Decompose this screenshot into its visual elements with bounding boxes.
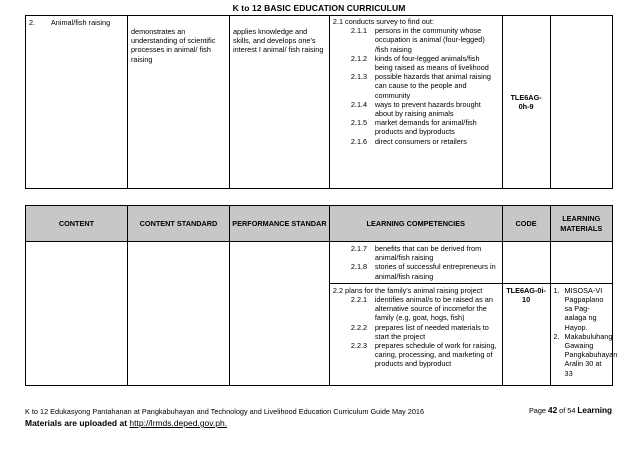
competencies-cell (329, 283, 502, 385)
page-number: 42 (548, 406, 558, 415)
competency-item (333, 295, 499, 323)
header-learning-competencies: LEARNING COMPETENCIES (329, 206, 502, 242)
item-text: direct consumers or retailers (374, 136, 467, 146)
materials-cell (550, 242, 612, 284)
performance-standard-text: applies knowledge and skills, and develops one's interest I animal/ fish raising (232, 27, 324, 55)
materials-cell (550, 283, 618, 385)
competency-intro: 2.1 conducts survey to find out: (332, 17, 434, 26)
header-performance-standard: PERFORMANCE STANDAR (229, 206, 329, 242)
item-number: 2.2.1 (350, 295, 368, 305)
item-number: 2.2.2 (350, 322, 368, 332)
item-number: 2.1.8 (350, 262, 368, 272)
competency-item (333, 244, 499, 262)
item-number: 2.1.3 (350, 72, 368, 82)
competency-list (333, 244, 499, 281)
competency-item (333, 137, 499, 146)
performance-standard-cell (229, 242, 329, 386)
item-text: stories of successful entrepreneurs in animal/fish raising (374, 262, 496, 281)
item-text: kinds of four-legged animals/fish being raised as means of livelihood (374, 53, 489, 73)
item-text: MISOSA-VI Pagpaplano sa Pag-aalaga ng Hayop. (564, 285, 604, 332)
row-number: 2. (29, 18, 36, 27)
materials-text: Materials are uploaded at (25, 418, 128, 428)
item-number: 2.1.7 (350, 244, 368, 253)
code-text: TLE6AG-0h-9 (510, 92, 542, 111)
item-number: 2.1.2 (350, 53, 368, 63)
item-number: 2.1.5 (350, 118, 368, 128)
content-cell (26, 16, 128, 189)
item-text: prepares schedule of work for raising, caring, processing, and marketing of products and byproduct (374, 341, 497, 369)
item-text: benefits that can be derived from animal/fish raising (374, 244, 482, 263)
code-cell (502, 16, 550, 189)
competency-item (333, 341, 499, 369)
item-number: 2. (553, 331, 560, 341)
competency-item (333, 26, 499, 54)
content-standard-cell (127, 242, 229, 386)
table-row (26, 16, 613, 189)
content-standard-text: demonstrates an understanding of scientific processes in animal/ fish raising (130, 27, 216, 64)
code-cell (502, 242, 550, 284)
footer-guide-text: K to 12 Edukasyong Pantahanan at Pangkabuhayan and Technology and Livelihood Education Curriculum Guide May 2016 (25, 407, 425, 416)
competency-item (333, 118, 499, 136)
competency-item (333, 323, 499, 341)
header-code: CODE (502, 206, 550, 242)
competency-item (333, 262, 499, 280)
footer-page-info (529, 406, 612, 415)
materials-cell (550, 16, 612, 189)
competency-item (333, 100, 499, 118)
item-number: 2.1.4 (350, 99, 368, 109)
competencies-cell (329, 16, 502, 189)
item-text: prepares list of needed materials to start the project (374, 322, 489, 341)
curriculum-table-bottom (25, 205, 618, 386)
header-content: CONTENT (26, 206, 128, 242)
lrmds-link[interactable]: http://lrmds.deped.gov.ph. (129, 418, 228, 428)
table-row (26, 242, 613, 284)
code-text: TLE6AG-0i-10 (506, 285, 546, 305)
item-number: 1. (553, 285, 560, 295)
competencies-cell (329, 242, 502, 284)
competency-item (333, 54, 499, 72)
item-text: identifies animal/s to be raised as an alternative source of incomefor the family (e.g, goat, hogs, fish) (374, 295, 493, 323)
page-of: of 54 (559, 406, 576, 415)
curriculum-table-top (25, 15, 613, 189)
item-number: 2.2.3 (350, 341, 368, 351)
header-learning-materials: LEARNING MATERIALS (550, 206, 612, 242)
item-text: market demands for animal/fish products and byproducts (374, 118, 477, 137)
table-header-row (26, 206, 613, 242)
competency-intro: 2.2 plans for the family's animal raising project (332, 285, 483, 295)
item-text: possible hazards that animal raising can cause to the people and community (374, 72, 491, 100)
materials-list (553, 285, 618, 378)
learning-word: Learning (577, 406, 612, 415)
item-text: ways to prevent hazards brought about by raising animals (374, 99, 481, 119)
code-cell (502, 283, 550, 385)
header-content-standard: CONTENT STANDARD (127, 206, 229, 242)
page-title: K to 12 BASIC EDUCATION CURRICULUM (232, 3, 406, 13)
item-text: Makabuluhang Gawaing Pangkabuhayan Aralin 30 at 33 (564, 331, 618, 378)
item-number: 2.1.1 (350, 26, 368, 36)
competency-list (333, 26, 499, 146)
competency-list (333, 295, 499, 369)
content-cell (26, 242, 128, 386)
competency-item (333, 72, 499, 100)
page-prefix: Page (528, 406, 546, 415)
content-text: Animal/fish raising (50, 18, 111, 27)
footer-materials-note (25, 418, 227, 428)
item-text: persons in the community whose occupation is animal (four-legged) /fish raising (374, 26, 485, 54)
material-item (554, 286, 609, 332)
performance-standard-cell (229, 16, 329, 189)
material-item (553, 331, 618, 378)
content-standard-cell (127, 16, 229, 189)
item-number: 2.1.6 (350, 136, 368, 146)
